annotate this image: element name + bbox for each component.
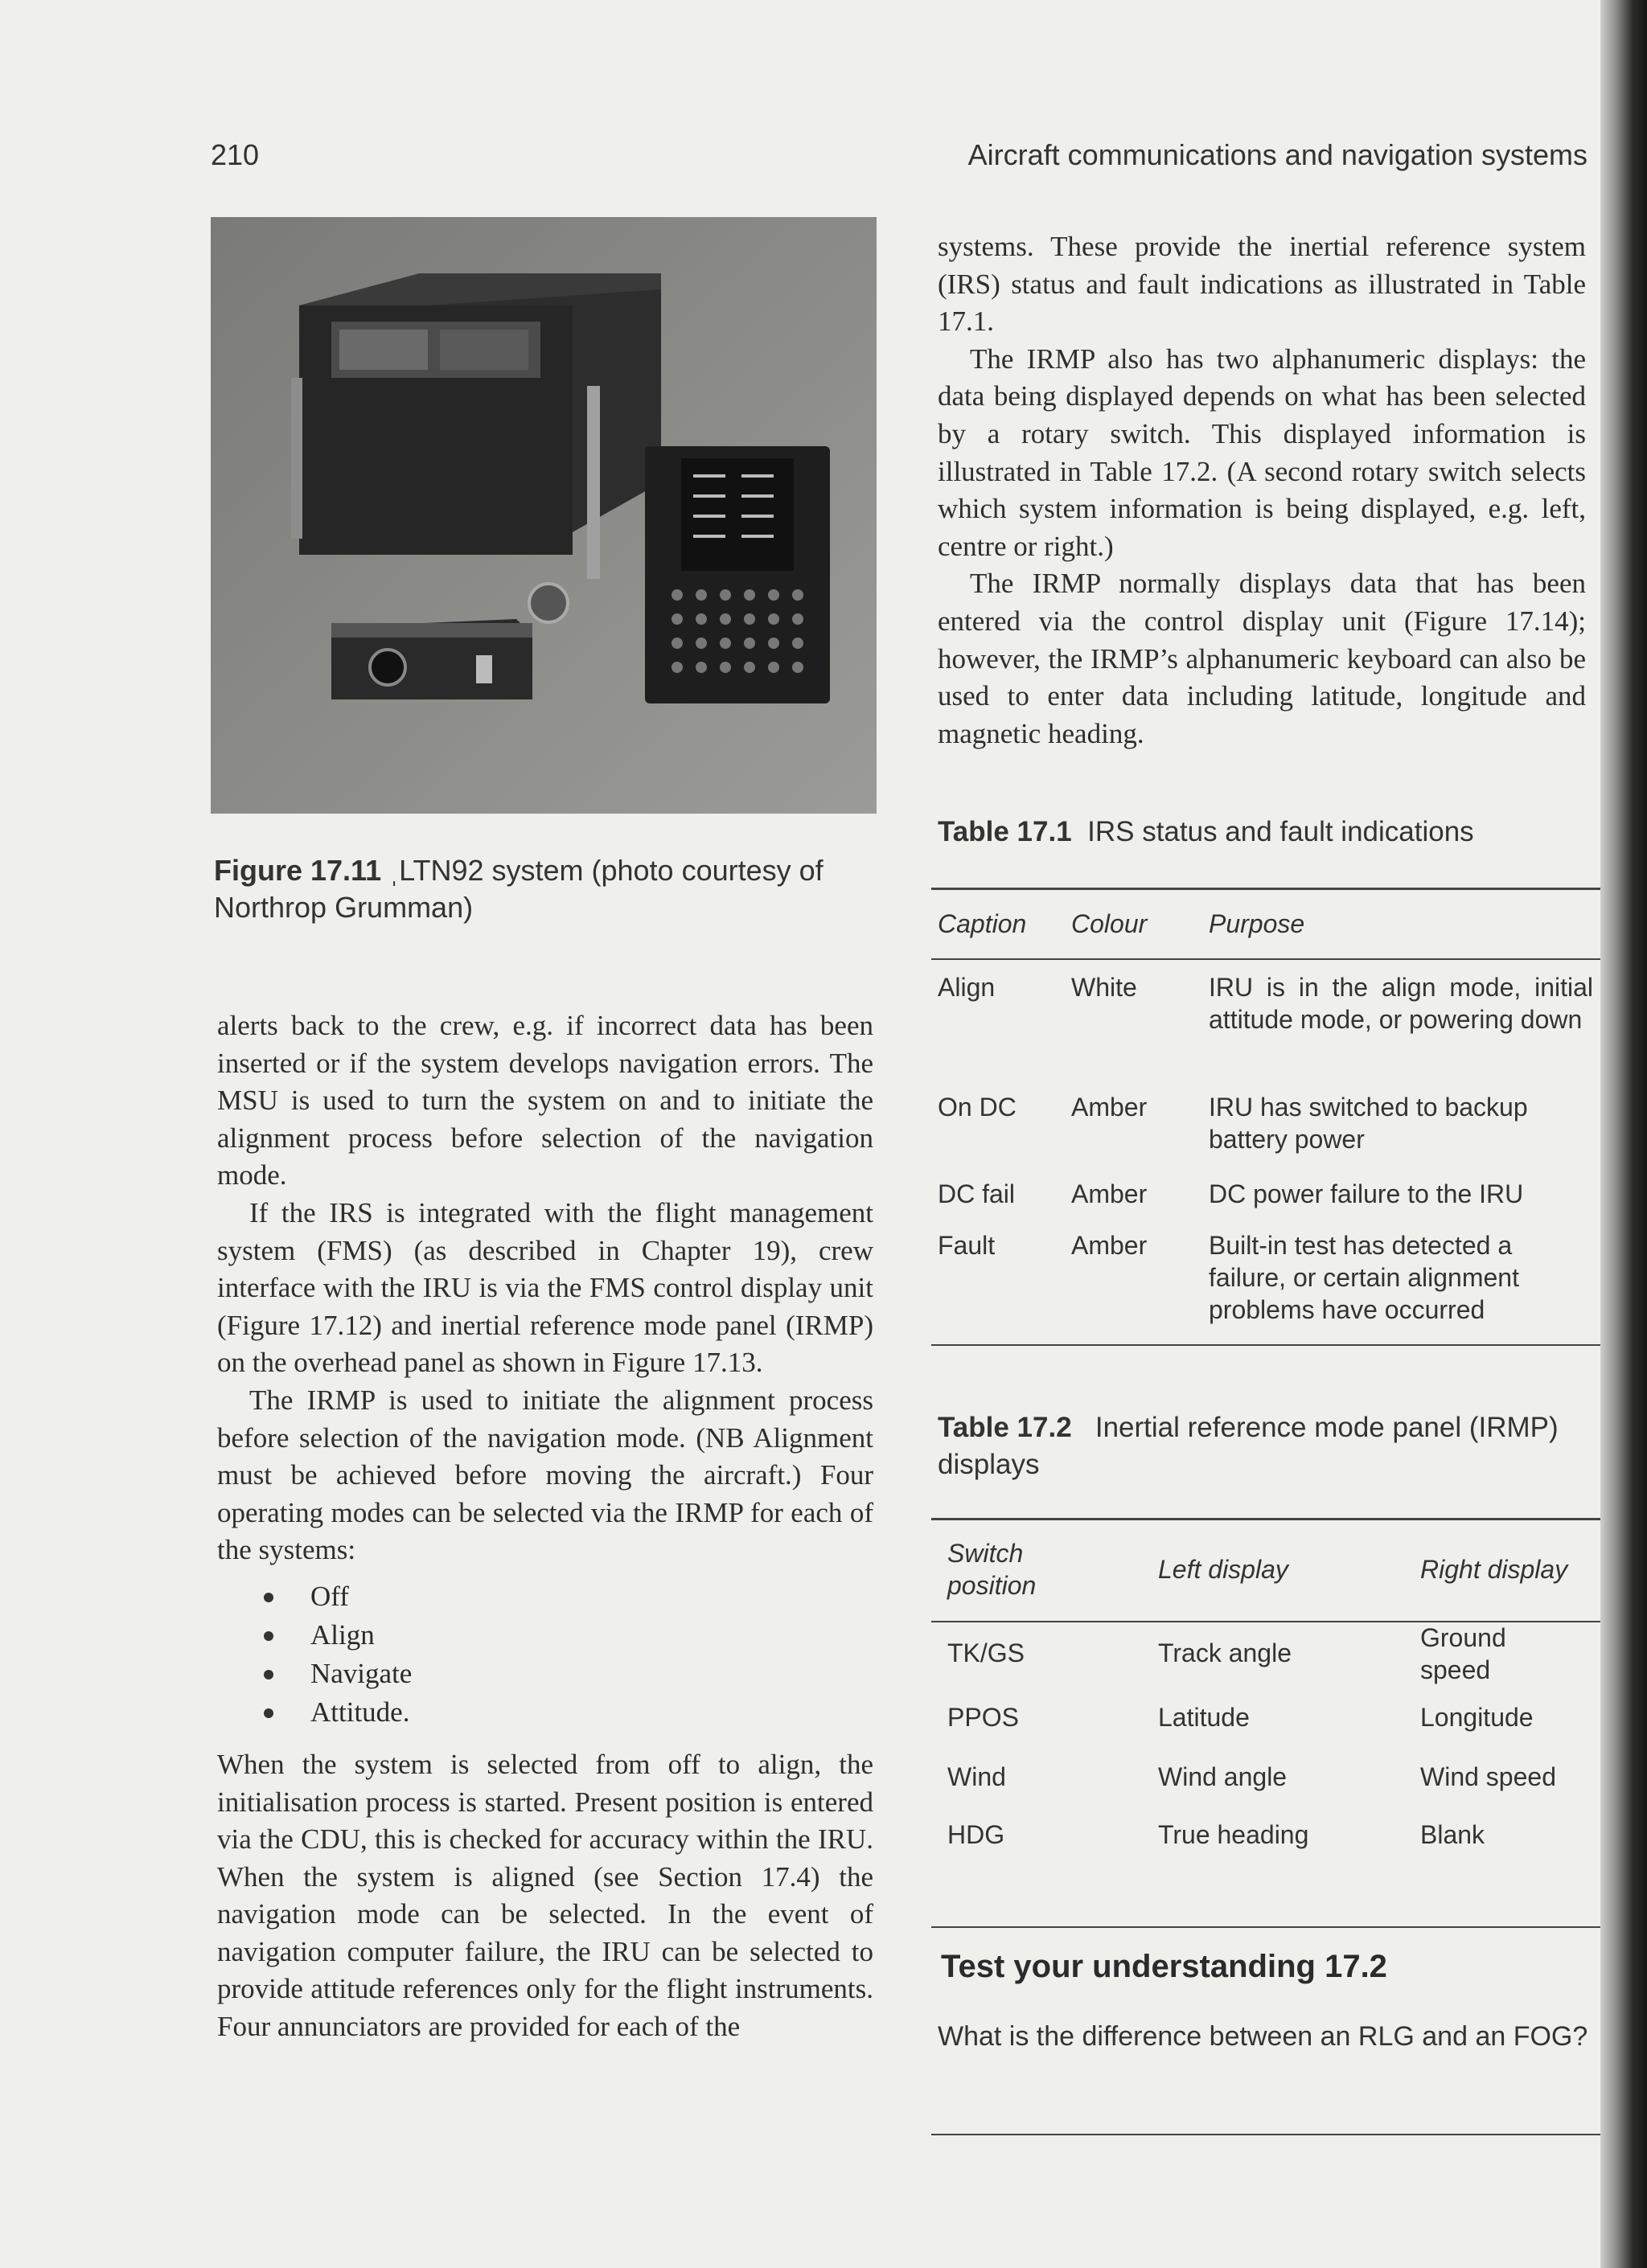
page-number: 210: [211, 138, 260, 171]
table2-bottom-rule: [931, 1926, 1600, 1928]
table2-cell: HDG: [947, 1820, 1005, 1849]
table2-cell: Latitude: [1158, 1703, 1250, 1732]
table2-title: [938, 1409, 1597, 1483]
table1-header-purpose: Purpose: [1209, 909, 1305, 938]
paragraph: If the IRS is integrated with the flight management system (FMS) (as described in Chapter 19), crew interface with the IRU is via the FMS control display unit (Figure 17.12) and inertial reference mode panel (IRMP) on the overhead panel as shown in Figure 17.13.: [217, 1196, 873, 1379]
table2-label: Table 17.2: [938, 1412, 1072, 1443]
page-edge-shadow: [1600, 0, 1647, 2268]
test-heading: Test your understanding 17.2: [941, 1949, 1387, 1984]
test-question: What is the difference between an RLG and an FOG?: [938, 2021, 1588, 2052]
table1-title: [938, 814, 1597, 851]
table1-cell: Amber: [1071, 1231, 1148, 1260]
paragraph: The IRMP also has two alphanumeric displays: the data being displayed depends on what has been selected by a rotary switch. This displayed information is illustrated in Table 17.2. (A second rotary switch selects which system information is being displayed, e.g. left, centre or right.): [938, 342, 1586, 562]
table2-cell: Track angle: [1158, 1638, 1292, 1667]
table2-cell: TK/GS: [947, 1638, 1025, 1667]
table2-cell: PPOS: [947, 1703, 1019, 1732]
table2-cell: True heading: [1158, 1820, 1309, 1849]
table1-cell: Amber: [1071, 1179, 1148, 1208]
running-title: Aircraft communications and navigation systems: [967, 138, 1587, 171]
table1-cell: IRU has switched to backup battery power: [1209, 1093, 1528, 1154]
table1-header-rule: [931, 958, 1600, 960]
figure-caption: [214, 852, 881, 926]
table1-cell: IRU is in the align mode, initial attitude mode, or powering down: [1209, 973, 1593, 1034]
paragraph: alerts back to the crew, e.g. if incorrect data has been inserted or if the system develops navigation errors. The MSU is used to turn the system on and to initiate the alignment process before selection of the navigation mode.: [217, 1010, 873, 1191]
list-item-text: Align: [310, 1618, 375, 1651]
list-item: [217, 1693, 873, 1732]
table2-cell: Wind: [947, 1762, 1006, 1791]
table2-cell: Blank: [1420, 1820, 1485, 1849]
table2-header-switch: Switch position: [947, 1539, 1037, 1600]
table2-cell: Longitude: [1420, 1703, 1534, 1732]
table2-cell: Wind angle: [1158, 1762, 1288, 1791]
paragraph: The IRMP normally displays data that has been entered via the control display unit (Figure 17.14); however, the IRMP’s alphanumeric keyboard can also be used to enter data including latitude, longitude and magnetic heading.: [938, 568, 1586, 749]
table1-bottom-rule: [931, 1344, 1600, 1346]
bullet-icon: [264, 1631, 273, 1641]
table2-title-text: Inertial reference mode panel (IRMP) displays: [938, 1412, 1559, 1480]
table2-top-rule: [931, 1518, 1600, 1520]
figure-label: Figure 17.11: [214, 854, 382, 887]
table2-cell: Ground speed: [1420, 1623, 1506, 1684]
bullet-icon: [264, 1708, 273, 1718]
list-item: [217, 1616, 873, 1655]
table1-cell: Built-in test has detected a failure, or certain alignment problems have occurred: [1209, 1231, 1519, 1324]
table1-cell: Align: [938, 973, 996, 1002]
table1-cell: White: [1071, 973, 1137, 1002]
list-item: [217, 1577, 873, 1616]
paragraph: The IRMP is used to initiate the alignment process before selection of the navigation mode. (NB Alignment must be achieved before moving the aircraft.) Four operating modes can be selected via the IRMP for each of the systems:: [217, 1384, 873, 1566]
right-column: [938, 228, 1586, 753]
figure-caption-text: ˌLTN92 system (photo courtesy of Northrop Grumman): [214, 854, 824, 924]
paragraph: systems. These provide the inertial reference system (IRS) status and fault indications as illustrated in Table 17.1.: [938, 231, 1586, 338]
table1-cell: On DC: [938, 1093, 1017, 1122]
table1-header-caption: Caption: [938, 909, 1027, 938]
paragraph: When the system is selected from off to align, the initialisation process is started. Present position is entered via the CDU, this is checked for accuracy within the IRU. When the system is aligned (see Section 17.4) the navigation mode can be selected. In the event of navigation computer failure, the IRU can be selected to provide attitude references only for the flight instruments. Four annunciators are provided for each of the: [217, 1748, 873, 2043]
table2-header-right: Right display: [1420, 1555, 1568, 1584]
list-item-text: Navigate: [310, 1657, 413, 1689]
running-head: [211, 138, 1587, 180]
list-item-text: Attitude.: [310, 1696, 410, 1728]
table1-cell: DC power failure to the IRU: [1209, 1179, 1524, 1208]
table1-cell: DC fail: [938, 1179, 1016, 1208]
table1-title-text: IRS status and fault indications: [1087, 816, 1474, 847]
list-item-text: Off: [310, 1580, 349, 1612]
table1-label: Table 17.1: [938, 816, 1072, 847]
bullet-icon: [264, 1593, 273, 1602]
table2-cell: Wind speed: [1420, 1762, 1556, 1791]
left-column: [217, 1007, 873, 2046]
table1-cell: Fault: [938, 1231, 996, 1260]
bullet-icon: [264, 1670, 273, 1679]
table1-header-colour: Colour: [1071, 909, 1148, 938]
table1-top-rule: [931, 888, 1600, 890]
ltn92-system-photo: [211, 217, 877, 814]
table1-cell: Amber: [1071, 1093, 1148, 1122]
operating-modes-list: [217, 1577, 873, 1732]
table2-header-left: Left display: [1158, 1555, 1288, 1584]
list-item: [217, 1655, 873, 1693]
test-bottom-rule: [931, 2134, 1600, 2135]
